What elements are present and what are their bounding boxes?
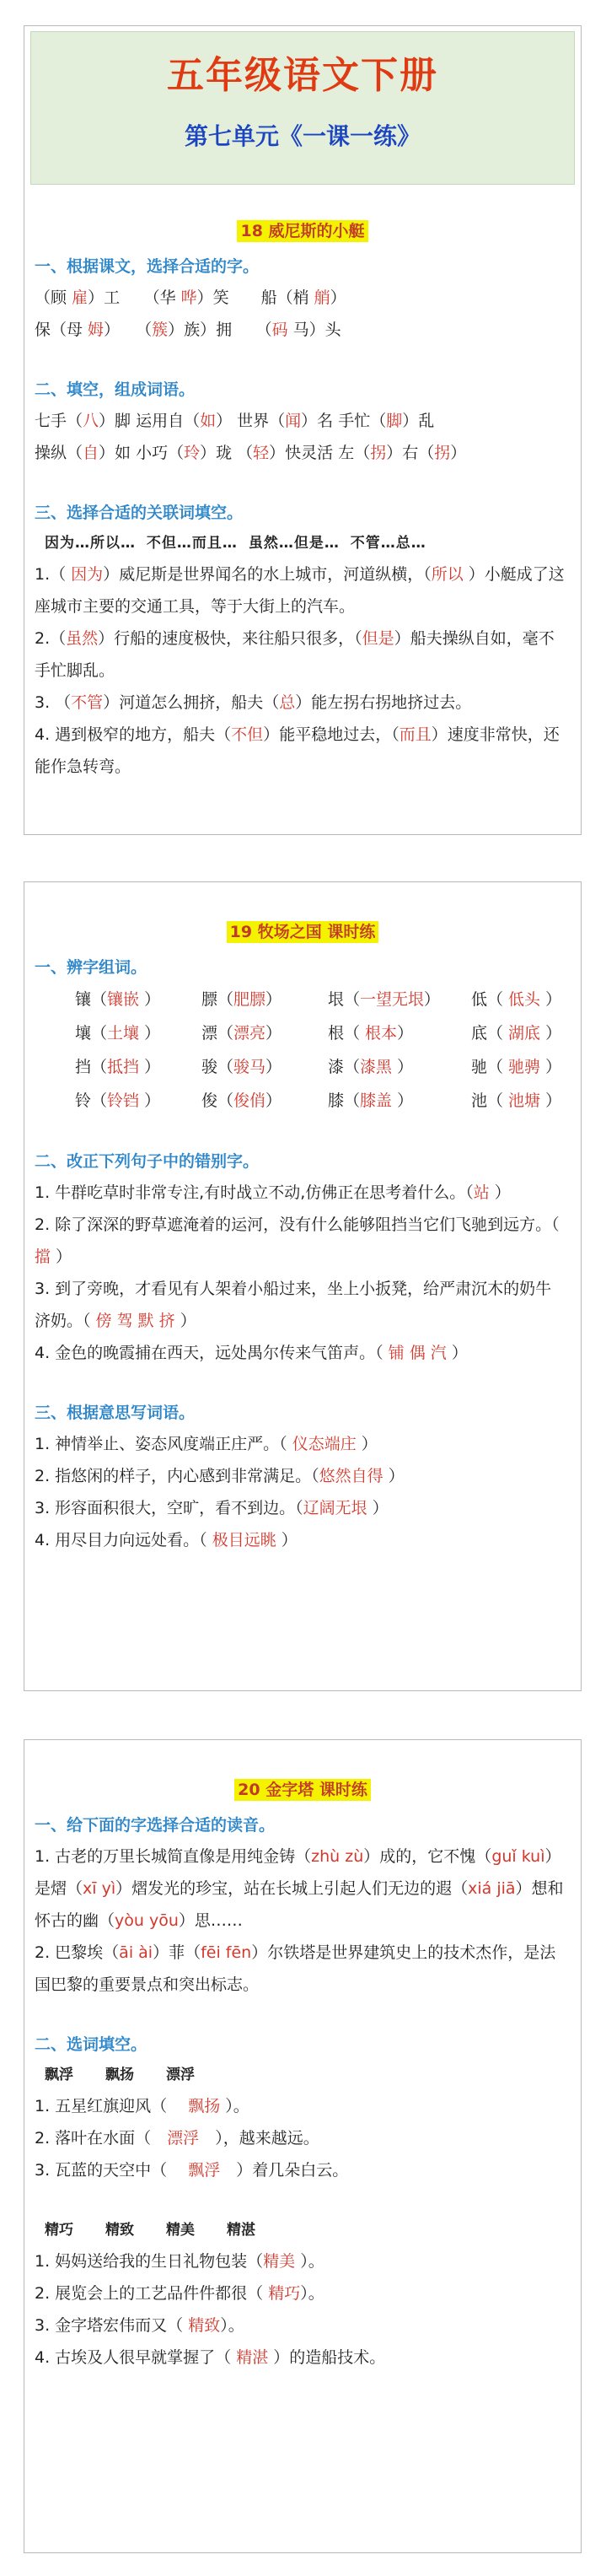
l19-s2-q2: 2. 除了深深的野草遮淹着的运河，没有什么能够阻挡当它们飞驰到远方。（ 擋 ） <box>35 1215 560 1266</box>
l20-s2-r1: 1. 妈妈送给我的生日礼物包装（精美 ）。 <box>35 2252 324 2271</box>
grid-row: 挡（抵挡 ） 骏（骏马） 漆（漆黑 ） 驰（ 驰骋 ） <box>75 1058 562 1076</box>
l20-s2-q2: 2. 落叶在水面（ 漂浮 ），越来越远。 <box>35 2129 319 2148</box>
word-options-1: 飘浮 飘扬 漂浮 <box>45 2067 195 2083</box>
l18-section-2-title: 二、填空，组成词语。 <box>35 380 196 399</box>
l19-s2-q4: 4. 金色的晚霞捕在西天，远处禺尔传来气笛声。（ 铺 偶 汽 ） <box>35 1344 468 1362</box>
grid-row: 壤（土壤 ） 漂（漂亮） 根（ 根本） 底（ 湖底 ） <box>75 1024 562 1043</box>
l19-s3-q1: 1. 神情举止、姿态风度端正庄严。（ 仪态端庄 ） <box>35 1435 378 1453</box>
l20-s2-q3: 3. 瓦蓝的天空中（ 飘浮 ）着几朵白云。 <box>35 2161 349 2180</box>
lesson-19-title: 19 牧场之国 课时练 <box>24 919 581 946</box>
l19-s3-q2: 2. 指悠闲的样子，内心感到非常满足。（悠然自得 ） <box>35 1467 405 1485</box>
l19-section-3-title: 三、根据意思写词语。 <box>35 1404 196 1422</box>
unit-subtitle: 第七单元《一课一练》 <box>184 122 421 150</box>
l20-s1-p1: 1. 古老的万里长城简直像是用纯金铸（zhù zù）成的，它不愧（guǐ kuì）是熠（xī yì）熠发光的珍宝，站在长城上引起人们无边的遐（xiá jiā）想和怀古的幽（yòu yōu）思…… <box>35 1847 564 1930</box>
l18-s3-q3: 3. （不管）河道怎么拥挤，船夫（总）能左拐右拐地挤过去。 <box>35 693 472 712</box>
l18-s3-q4: 4. 遇到极窄的地方，船夫（不但）能平稳地过去，（而且）速度非常快，还能作急转弯。 <box>35 725 560 776</box>
l18-s3-q2: 2.（虽然）行船的速度极快，来往船只很多，（但是）船夫操纵自如，毫不手忙脚乱。 <box>35 629 555 680</box>
header-banner <box>30 31 575 185</box>
l19-s3-q4: 4. 用尽目力向远处看。（ 极目远眺 ） <box>35 1531 298 1549</box>
l20-s1-p2: 2. 巴黎埃（āi ài）菲（fēi fēn）尔铁塔是世界建筑史上的技术杰作，是法国巴黎的重要景点和突出标志。 <box>35 1943 556 1994</box>
l18-s2-line-1: 七手（八）脚 运用自（如） 世界（闻）名 手忙（脚）乱 <box>35 412 435 430</box>
l20-s2-r3: 3. 金字塔宏伟而又（ 精致）。 <box>35 2316 244 2335</box>
l19-s3-q3: 3. 形容面积很大，空旷，看不到边。（辽阔无垠 ） <box>35 1499 389 1517</box>
lesson-19-card <box>24 881 582 1691</box>
l20-s2-q1: 1. 五星红旗迎风（ 飘扬 ）。 <box>35 2097 249 2115</box>
l18-s1-line-1: （顾 雇）工 （华 哗）笑 船（梢 艄） <box>35 288 346 307</box>
l19-section-2-title: 二、改正下列句子中的错别字。 <box>35 1152 260 1171</box>
page-title: 五年级语文下册 <box>167 54 438 97</box>
lesson-18-title: 18 威尼斯的小艇 <box>24 218 581 245</box>
l20-s2-r2: 2. 展览会上的工艺品件件都很（ 精巧）。 <box>35 2284 324 2303</box>
l18-section-1-title: 一、根据课文，选择合适的字。 <box>35 257 260 276</box>
conjunction-options: 因为…所以… 不但…而且… 虽然…但是… 不管…总… <box>45 535 426 552</box>
l18-s3-q1: 1.（ 因为）威尼斯是世界闻名的水上城市，河道纵横，（所以 ）小艇成了这座城市主要的交通工具，等于大街上的汽车。 <box>35 565 565 616</box>
lesson-20-card <box>24 1739 582 2553</box>
l20-s2-r4: 4. 古埃及人很早就掌握了（ 精湛 ）的造船技术。 <box>35 2348 386 2367</box>
l18-s2-line-2: 操纵（自）如 小巧（玲）珑 （轻）快灵活 左（拐）右（拐） <box>35 444 467 462</box>
l19-section-1-title: 一、辨字组词。 <box>35 958 147 977</box>
lesson-20-title: 20 金字塔 课时练 <box>24 1777 581 1803</box>
lesson-18-card <box>24 25 582 835</box>
l18-s1-line-2: 保（母 姆） （簇）族）拥 （码 马）头 <box>35 321 341 339</box>
grid-row: 铃（铃铛 ） 俊（俊俏） 膝（膝盖 ） 池（ 池塘 ） <box>75 1091 562 1110</box>
l19-s2-q1: 1. 牛群吃草时非常专注,有时战立不动,仿佛正在思考着什么。（站 ） <box>35 1183 511 1202</box>
l19-s2-q3: 3. 到了旁晚，才看见有人架着小船过来，坐上小扳凳，给严肃沉木的奶牛济奶。（ 傍 驾 默 挤 ） <box>35 1280 552 1330</box>
l20-section-1-title: 一、给下面的字选择合适的读音。 <box>35 1816 276 1835</box>
l20-section-2-title: 二、选词填空。 <box>35 2035 147 2054</box>
word-options-2: 精巧 精致 精美 精湛 <box>45 2222 255 2239</box>
grid-row: 镶（镶嵌 ） 膘（肥膘） 垠（一望无垠） 低（ 低头 ） <box>75 990 562 1009</box>
l19-word-grid <box>24 983 581 1118</box>
l18-section-3-title: 三、选择合适的关联词填空。 <box>35 504 244 522</box>
